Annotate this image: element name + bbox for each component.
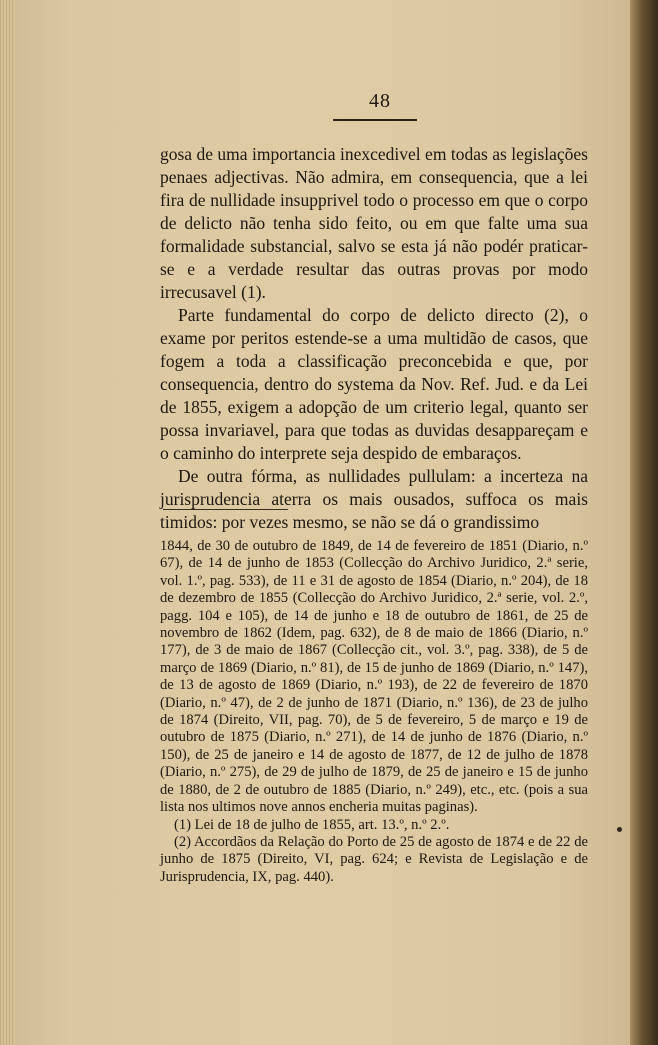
page-edge-texture (0, 0, 14, 1045)
book-spine (630, 0, 658, 1045)
body-paragraph: De outra fórma, as nullidades pullulam: a incerteza na jurisprudencia aterra os mais ousados, suffoca os mais timidos: por vezes mesmo, se não se dá o grandissimo (160, 466, 588, 532)
page-number: 48 (369, 90, 391, 112)
footnote-continuation: 1844, de 30 de outubro de 1849, de 14 de fevereiro de 1851 (Diario, n.º 67), de 14 de junho de 1853 (Collecção do Archivo Juridico, 2.ª serie, vol. 1.º, pag. 533), de 11 e 31 de agosto de 1854 (Diario, n.º 204), de 18 de dezembro de 1855 (Collecção do Archivo Juridico, 2.ª serie, vol. 2.º, pagg. 104 e 105), de 14 de junho e 18 de outubro de 1861, de 25 de novembro de 1862 (Idem, pag. 632), de 8 de maio de 1866 (Diario, n.º 177), de 3 de maio de 1867 (Collecção cit., vol. 3.º, pag. 338), de 5 de março de 1869 (Diario, n.º 81), de 15 de junho de 1869 (Diario, n.º 147), de 13 de agosto de 1869 (Diario, n.º 193), de 22 de fevereiro de 1870 (Diario, n.º 47), de 2 de junho de 1871 (Diario, n.º 136), de 23 de julho de 1874 (Direito, VII, pag. 70), de 5 de fevereiro, 5 de março e 19 de outubro de 1875 (Diario, n.º 271), de 14 de junho de 1876 (Diario, n.º 150), de 25 de janeiro e 14 de agosto de 1877, de 12 de julho de 1878 (Diario, n.º 275), de 29 de julho de 1879, de 25 de janeiro e 15 de junho de 1880, de 2 de outubro de 1885 (Diario, n.º 249), etc., etc. (pois a sua lista nos ultimos nove annos encheria muitas paginas). (160, 538, 588, 816)
footnotes (160, 538, 588, 886)
footnote-rule (163, 509, 288, 510)
header-rule (333, 119, 417, 121)
body-paragraph: Parte fundamental do corpo de delicto directo (2), o exame por peritos estende-se a uma multidão de casos, que fogem a toda a classificação preconcebida e que, por consequencia, dentro do systema da Nov. Ref. Jud. e da Lei de 1855, exigem a adopção de um criterio legal, quanto ser possa invariavel, para que todas as duvidas desappareçam e o caminho do interprete seja despido de embaraços. (160, 305, 588, 463)
footnote-1: (1) Lei de 18 de julho de 1855, art. 13.º, n.º 2.º. (174, 816, 450, 833)
body-paragraph: gosa de uma importancia inexcedivel em todas as legislações penaes adjectivas. Não admira, em consequencia, que a lei fira de nullidade insupprivel todo o processo em que o corpo de delicto não tenha sido feito, ou em que falte uma sua formalidade substancial, salvo se esta já não podér praticar-se e a verdade resultar das outras provas por modo irrecusavel (1). (160, 144, 588, 302)
main-text (160, 143, 588, 534)
footnote-2: (2) Accordãos da Relação do Porto de 25 de agosto de 1874 e de 22 de junho de 1875 (Direito, VI, pag. 624; e Revista de Legislação e de Jurisprudencia, IX, pag. 440). (160, 833, 588, 885)
ink-speck (617, 827, 622, 832)
